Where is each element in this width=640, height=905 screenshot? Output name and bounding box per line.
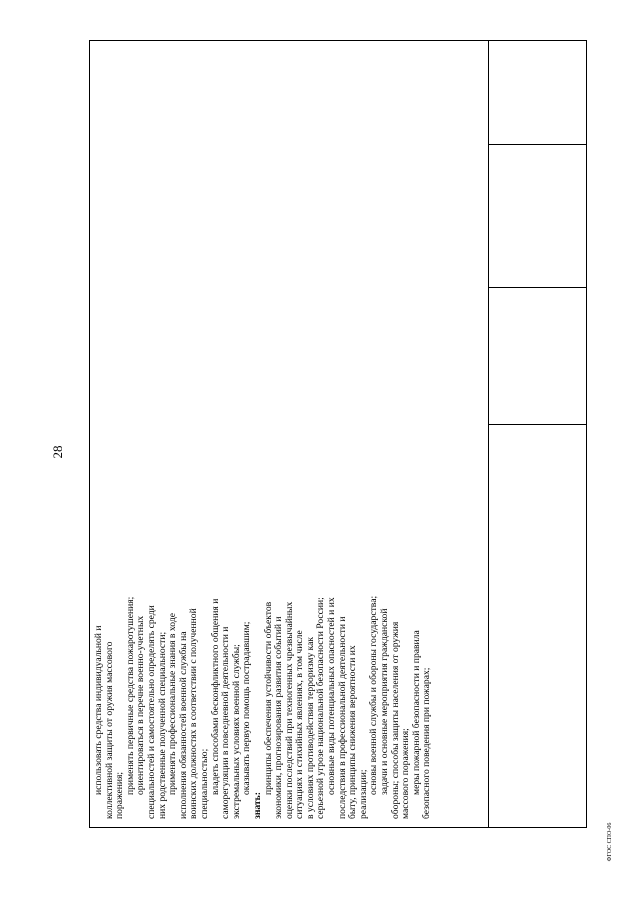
- text-line: серьезной угрозе национальной безопасности России;: [315, 597, 327, 819]
- text-line: быту, принципы снижения вероятности их: [347, 645, 359, 819]
- text-line: в условиях противодействия терроризму как: [304, 636, 316, 819]
- text-line: массового поражения;: [400, 728, 412, 819]
- text-line: саморегуляции в повседневной деятельности и: [220, 626, 232, 819]
- text-line: исполнения обязанностей военной службы на: [177, 631, 189, 819]
- text-line: применять профессиональные знания в ходе: [167, 613, 179, 795]
- text-line: обороны; способы защиты населения от оружия: [389, 621, 401, 819]
- competency-table: [89, 40, 587, 828]
- table-column-divider: [488, 41, 489, 827]
- text-line: ситуациях и стихийных явлениях, в том числе: [294, 630, 306, 819]
- page-number-text: 28: [50, 445, 65, 459]
- text-line: применять первичные средства пожаротушения;: [124, 596, 136, 795]
- text-line: поражения;: [114, 771, 126, 819]
- text-line: знать:: [251, 792, 263, 819]
- text-line: оценки последствий при техногенных чрезвычайных: [283, 601, 295, 819]
- text-line: коллективной защиты от оружия массового: [103, 641, 115, 819]
- text-line: реализации;: [357, 769, 369, 819]
- text-line: воинских должностях в соответствии с полученной: [188, 608, 200, 819]
- text-line: последствия в профессиональной деятельности и: [336, 616, 348, 819]
- text-line: специальностью;: [198, 748, 210, 819]
- text-line: оказывать первую помощь пострадавшим;: [241, 621, 253, 795]
- footer-mark-text: ФГОС СПО-06: [607, 822, 613, 862]
- table-column-divider: [89, 41, 90, 827]
- text-line: экстремальных условиях военной службы;: [230, 644, 242, 819]
- text-line: них родственные полученной специальности;: [156, 631, 168, 819]
- content-text-block: [90, 41, 489, 829]
- text-line: владеть способами бесконфликтного общения и: [209, 598, 221, 795]
- text-line: использовать средства индивидуальной и: [93, 625, 104, 795]
- text-line: задачи и основные мероприятия гражданской: [379, 608, 391, 795]
- table-row-divider: [488, 424, 586, 425]
- text-line: меры пожарной безопасности и правила: [410, 630, 422, 795]
- text-line: ориентироваться в перечне военно-учетных: [135, 615, 147, 795]
- table-column-content: [90, 41, 489, 829]
- text-line: основы военной службы и обороны государства;: [368, 595, 380, 795]
- text-line: основные виды потенциальных опасностей и их: [326, 597, 338, 795]
- text-line: экономики, прогнозирования развития событий и: [273, 616, 285, 819]
- table-row-divider: [488, 144, 586, 145]
- text-line: безопасного поведения при пожарах;: [421, 667, 433, 819]
- table-row-divider: [488, 287, 586, 288]
- text-line: специальностей и самостоятельно определять среди: [145, 605, 157, 819]
- text-line: принципы обеспечения устойчивости объектов: [262, 601, 274, 795]
